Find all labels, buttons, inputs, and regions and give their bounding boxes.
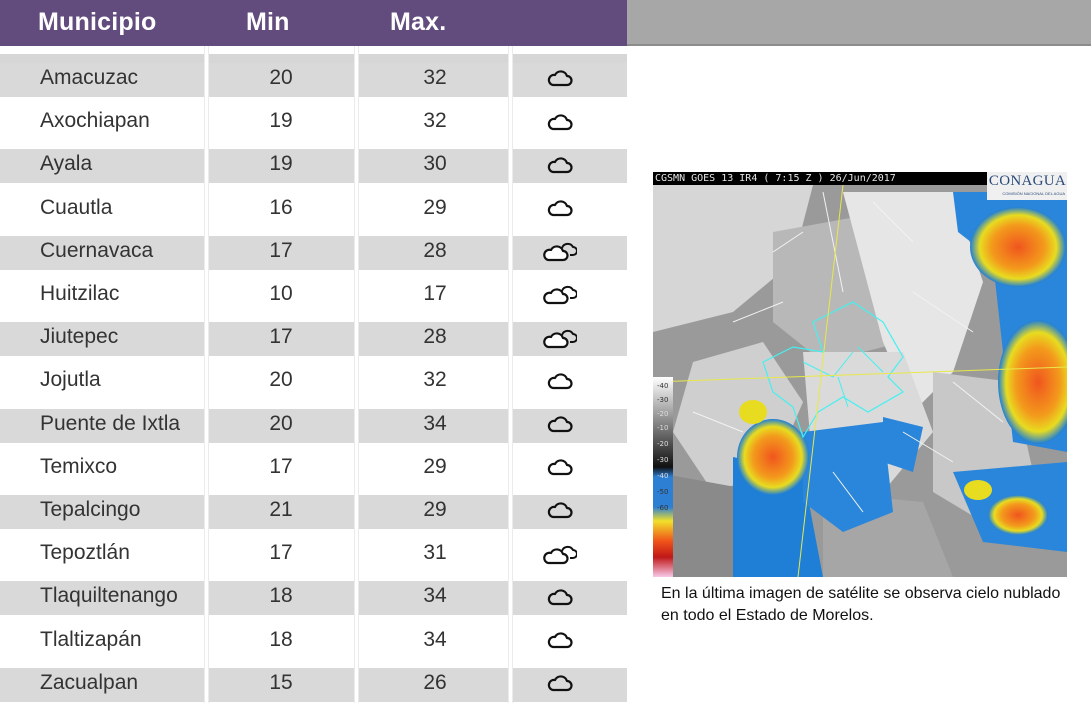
scale-label: -30 <box>657 396 669 404</box>
cloud-icon <box>540 193 580 227</box>
min-temperature: 20 <box>269 66 293 89</box>
max-temperature: 29 <box>423 454 447 478</box>
municipio-name: Tepoztlán <box>40 541 130 565</box>
table-row <box>0 538 627 572</box>
municipio-name: Huitzilac <box>40 282 120 305</box>
table-row <box>0 365 627 399</box>
column-divider <box>205 46 208 703</box>
table-row <box>0 322 627 356</box>
max-temperature: 31 <box>423 541 447 565</box>
cloud-icon <box>540 409 580 443</box>
table-row <box>0 409 627 443</box>
max-temperature: 28 <box>423 325 447 349</box>
table-row <box>0 63 627 97</box>
max-temperature: 32 <box>423 66 447 89</box>
municipio-name: Puente de Ixtla <box>40 411 181 435</box>
max-temperature: 30 <box>423 152 447 176</box>
min-temperature: 19 <box>269 152 293 176</box>
table-row <box>0 625 627 659</box>
cloud-icon <box>540 668 580 702</box>
min-temperature: 20 <box>269 368 293 392</box>
municipio-name: Cuernavaca <box>40 238 154 262</box>
max-temperature: 32 <box>423 368 447 392</box>
max-temperature: 34 <box>423 627 447 651</box>
column-divider <box>509 46 512 703</box>
clouds-icon <box>540 279 580 313</box>
cloud-icon <box>540 63 580 97</box>
max-temperature: 29 <box>423 195 447 219</box>
max-temperature: 34 <box>423 411 447 435</box>
satellite-title: CGSMN GOES 13 IR4 ( 7:15 Z ) 26/Jun/2017 <box>655 173 896 184</box>
cloud-icon <box>540 495 580 529</box>
cloud-icon <box>540 581 580 615</box>
max-temperature: 29 <box>423 498 447 521</box>
clouds-icon <box>540 322 580 356</box>
municipio-name: Zacualpan <box>40 670 139 694</box>
min-temperature: 18 <box>269 584 293 608</box>
table-row <box>0 149 627 183</box>
cloud-icon <box>540 365 580 399</box>
scale-label: -50 <box>657 488 669 496</box>
max-temperature: 34 <box>423 584 447 608</box>
header-min: Min <box>246 8 290 36</box>
cloud-icon <box>540 106 580 140</box>
table-row <box>0 495 627 529</box>
table-row <box>0 581 627 615</box>
min-temperature: 10 <box>269 282 293 305</box>
table-row <box>0 236 627 270</box>
scale-label: -40 <box>657 382 669 390</box>
min-temperature: 17 <box>269 238 293 262</box>
table-row <box>0 668 627 702</box>
header-gray-band <box>627 0 1091 46</box>
scale-label: -20 <box>657 410 669 418</box>
min-temperature: 21 <box>269 498 293 521</box>
table-row <box>0 279 627 313</box>
satellite-caption: En la última imagen de satélite se observa cielo nublado en todo el Estado de Morelos. <box>661 585 1061 624</box>
scale-label: -30 <box>657 456 669 464</box>
satellite-map <box>653 172 1067 577</box>
scale-label: -40 <box>657 472 669 480</box>
min-temperature: 17 <box>269 541 293 565</box>
column-divider <box>355 46 358 703</box>
min-temperature: 17 <box>269 325 293 349</box>
cloud-icon <box>540 149 580 183</box>
scale-label: -10 <box>657 424 669 432</box>
cloud-icon <box>540 452 580 486</box>
table-row <box>0 106 627 140</box>
min-temperature: 18 <box>269 627 293 651</box>
max-temperature: 32 <box>423 109 447 133</box>
min-temperature: 20 <box>269 411 293 435</box>
table-row <box>0 193 627 227</box>
municipio-name: Axochiapan <box>40 109 150 133</box>
conagua-logo-subtitle: COMISIÓN NACIONAL DEL AGUA <box>1002 191 1065 196</box>
min-temperature: 15 <box>269 670 293 694</box>
header-max: Max. <box>390 8 447 36</box>
municipio-name: Jojutla <box>40 368 101 392</box>
municipio-name: Temixco <box>40 454 118 478</box>
scale-label: -20 <box>657 440 669 448</box>
min-temperature: 17 <box>269 454 293 478</box>
cloud-icon <box>540 625 580 659</box>
clouds-icon <box>540 236 580 270</box>
table-row <box>0 452 627 486</box>
municipio-name: Jiutepec <box>40 325 119 349</box>
conagua-logo <box>987 172 1067 200</box>
min-temperature: 19 <box>269 109 293 133</box>
clouds-icon <box>540 538 580 572</box>
municipio-name: Cuautla <box>40 195 113 219</box>
max-temperature: 17 <box>423 282 447 305</box>
header-separator <box>0 54 627 63</box>
municipio-name: Tlaquiltenango <box>40 584 178 608</box>
min-temperature: 16 <box>269 195 293 219</box>
municipio-name: Ayala <box>40 152 93 176</box>
municipio-name: Tlaltizapán <box>40 627 142 651</box>
max-temperature: 26 <box>423 670 447 694</box>
scale-label: -60 <box>657 504 669 512</box>
satellite-image <box>653 172 1067 577</box>
municipio-name: Amacuzac <box>40 66 139 89</box>
max-temperature: 28 <box>423 238 447 262</box>
conagua-logo-text: CONAGUA <box>988 173 1066 189</box>
municipio-name: Tepalcingo <box>40 498 141 521</box>
header-municipio: Municipio <box>38 8 157 36</box>
